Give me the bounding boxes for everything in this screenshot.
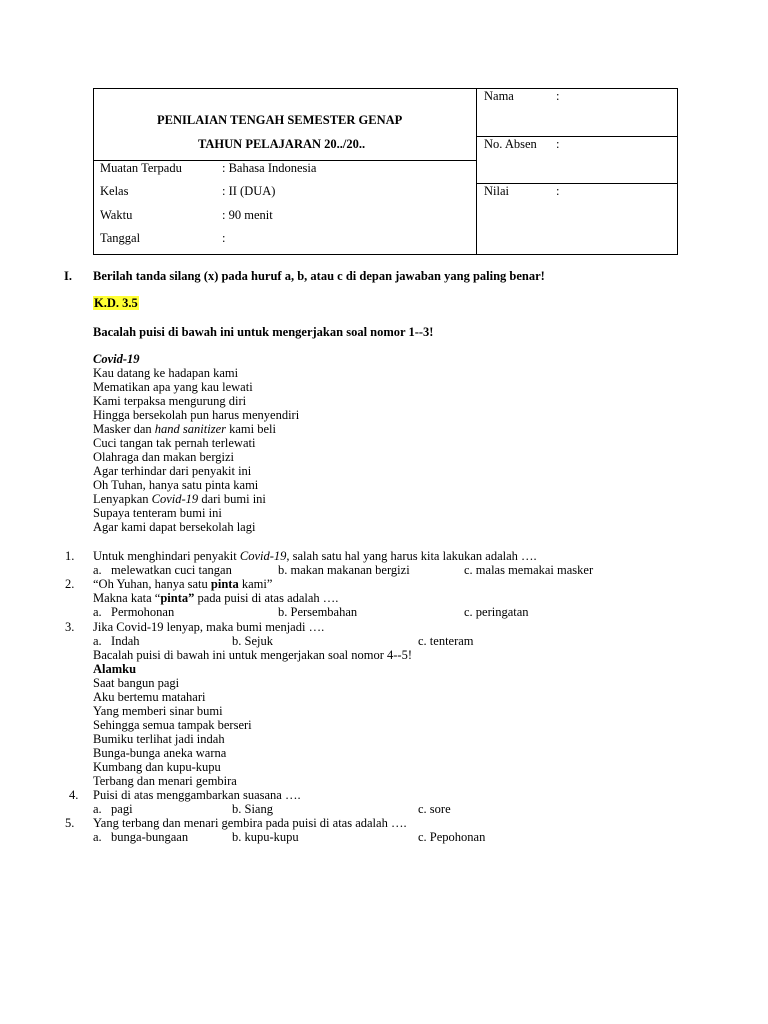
poem2-line: Kumbang dan kupu-kupu: [93, 760, 221, 774]
q2-bold: pinta”: [160, 591, 195, 605]
poem2-line: Bunga-bunga aneka warna: [93, 746, 227, 760]
label-waktu: Waktu: [100, 208, 133, 222]
question-text: Puisi di atas menggambarkan suasana ….: [93, 788, 301, 802]
poem2-title: Alamku: [93, 662, 137, 676]
q2-text: kami”: [238, 577, 273, 591]
poem1-line: Cuci tangan tak pernah terlewati: [93, 436, 256, 450]
q1-text: , salah satu hal yang harus kita lakukan adalah ….: [286, 549, 537, 563]
kd-highlight: K.D. 3.5: [94, 296, 138, 310]
question-number: 2.: [65, 577, 75, 591]
q2-text: pada puisi di atas adalah ….: [194, 591, 339, 605]
option-c[interactable]: c. peringatan: [464, 605, 529, 619]
option-a[interactable]: a. Permohonan: [93, 605, 175, 619]
poem2-line: Sehingga semua tampak berseri: [93, 718, 252, 732]
poem2-line: Terbang dan menari gembira: [93, 774, 237, 788]
option-b[interactable]: b. Sejuk: [232, 634, 273, 648]
colon-nilai: :: [556, 184, 560, 198]
label-no-absen: No. Absen: [484, 137, 537, 151]
poem1-text: dari bumi ini: [198, 492, 266, 506]
value-muatan: : Bahasa Indonesia: [222, 161, 317, 175]
option-a[interactable]: a. melewatkan cuci tangan: [93, 563, 232, 577]
question-text: [93, 577, 272, 591]
poem1-line: Olahraga dan makan bergizi: [93, 450, 235, 464]
poem1-line: Oh Tuhan, hanya satu pinta kami: [93, 478, 259, 492]
poem1-line: [93, 422, 276, 436]
kd-label: [93, 296, 139, 310]
poem2-line: Saat bangun pagi: [93, 676, 180, 690]
poem1-text: Lenyapkan: [93, 492, 152, 506]
poem1-italic: hand sanitizer: [154, 422, 226, 436]
value-waktu: : 90 menit: [222, 208, 273, 222]
question-text: [93, 549, 537, 563]
poem1-line: [93, 492, 266, 506]
question-text: [93, 591, 338, 605]
q2-text: Makna kata “: [93, 591, 161, 605]
section-instruction: Berilah tanda silang (x) pada huruf a, b, atau c di depan jawaban yang paling benar!: [93, 269, 545, 283]
poem1-text: Masker dan: [93, 422, 155, 436]
exam-year: TAHUN PELAJARAN 20../20..: [198, 137, 366, 151]
option-a[interactable]: a. Indah: [93, 634, 140, 648]
question-number: 4.: [69, 788, 79, 802]
poem1-line: Hingga bersekolah pun harus menyendiri: [93, 408, 300, 422]
poem1-italic: Covid-19: [151, 492, 199, 506]
read-instruction-1: Bacalah puisi di bawah ini untuk mengerjakan soal nomor 1--3!: [93, 325, 434, 339]
poem1-line: Mematikan apa yang kau lewati: [93, 380, 253, 394]
q2-text: “Oh Yuhan, hanya satu: [93, 577, 211, 591]
question-number: 3.: [65, 620, 75, 634]
colon-no-absen: :: [556, 137, 560, 151]
label-nilai: Nilai: [484, 184, 509, 198]
poem2-line: Bumiku terlihat jadi indah: [93, 732, 225, 746]
question-text: Jika Covid-19 lenyap, maka bumi menjadi ….: [93, 620, 325, 634]
option-c[interactable]: c. tenteram: [418, 634, 474, 648]
value-tanggal: :: [222, 231, 226, 245]
poem1-text: kami beli: [225, 422, 276, 436]
label-tanggal: Tanggal: [100, 231, 141, 245]
label-kelas: Kelas: [100, 184, 129, 198]
poem2-line: Yang memberi sinar bumi: [93, 704, 223, 718]
q1-italic: Covid-19: [239, 549, 287, 563]
question-number: 1.: [65, 549, 75, 563]
question-number: 5.: [65, 816, 75, 830]
option-b[interactable]: b. Persembahan: [278, 605, 358, 619]
option-b[interactable]: b. kupu-kupu: [232, 830, 299, 844]
exam-title: PENILAIAN TENGAH SEMESTER GENAP: [157, 113, 403, 127]
colon-nama: :: [556, 89, 560, 103]
label-muatan: Muatan Terpadu: [100, 161, 182, 175]
value-kelas: : II (DUA): [222, 184, 276, 198]
poem1-line: Kau datang ke hadapan kami: [93, 366, 239, 380]
option-c[interactable]: c. malas memakai masker: [464, 563, 594, 577]
poem1-line: Agar terhindar dari penyakit ini: [93, 464, 252, 478]
option-b[interactable]: b. Siang: [232, 802, 273, 816]
poem1-line: Supaya tenteram bumi ini: [93, 506, 222, 520]
label-nama: Nama: [484, 89, 514, 103]
option-b[interactable]: b. makan makanan bergizi: [278, 563, 410, 577]
q2-bold: pinta: [210, 577, 239, 591]
option-a[interactable]: a. bunga-bungaan: [93, 830, 189, 844]
poem2-line: Aku bertemu matahari: [93, 690, 206, 704]
read-instruction-2: Bacalah puisi di bawah ini untuk mengerjakan soal nomor 4--5!: [93, 648, 413, 662]
q1-text: Untuk menghindari penyakit: [93, 549, 240, 563]
section-number: I.: [64, 269, 72, 283]
header-divider-vertical: [476, 88, 477, 255]
poem1-line: Kami terpaksa mengurung diri: [93, 394, 247, 408]
option-a[interactable]: a. pagi: [93, 802, 133, 816]
poem1-line: Agar kami dapat bersekolah lagi: [93, 520, 256, 534]
option-c[interactable]: c. Pepohonan: [418, 830, 486, 844]
poem1-title: Covid-19: [93, 352, 140, 366]
option-c[interactable]: c. sore: [418, 802, 451, 816]
question-text: Yang terbang dan menari gembira pada puisi di atas adalah ….: [93, 816, 407, 830]
